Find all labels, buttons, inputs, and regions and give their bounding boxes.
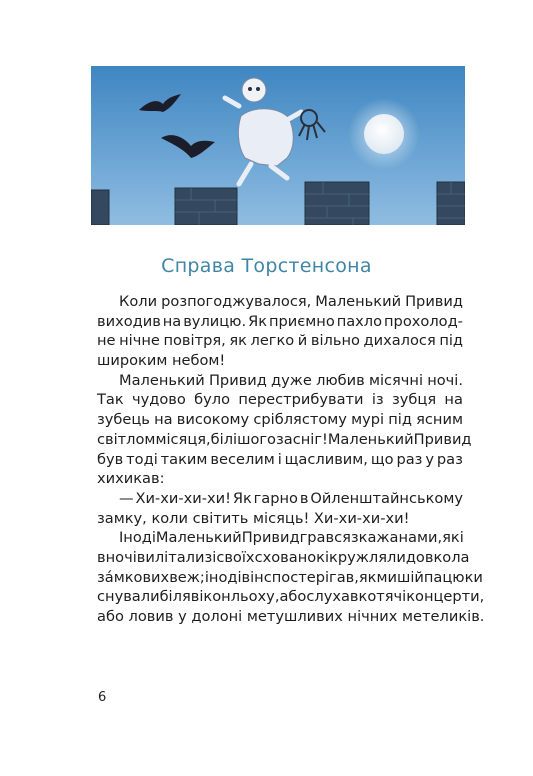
text-line: не нічне повітря, як легко й вільно дихалося під <box>97 332 463 350</box>
text-line: Так чудово було перестрибувати із зубця на <box>97 391 463 409</box>
text-line: зубець на високому сріблястому мурі під ясним <box>97 411 463 429</box>
text-line: Маленький Привид дуже любив місячні ночі. <box>119 371 463 389</box>
text-line: виходив на вулицю. Як приємно пахло прохолод- <box>97 312 463 330</box>
paragraph-1 <box>97 292 463 371</box>
text-line: широким небом! <box>97 352 226 370</box>
text-line: — Хи-хи-хи-хи! Як гарно в Ойленштайнському <box>119 489 463 507</box>
chapter-text <box>97 292 485 627</box>
text-line: Іноді Маленький Привид грався з кажанами, які <box>119 529 464 547</box>
text-line: вночі вилітали зі своїх схованок і кружляли довкола <box>97 548 470 566</box>
paragraph-2 <box>97 371 472 489</box>
paragraph-3 <box>97 489 463 528</box>
text-line: був тоді таким веселим і щасливим, що раз у раз <box>97 450 463 468</box>
chapter-illustration <box>91 66 465 225</box>
moon <box>364 114 404 154</box>
chapter-title: Справа Торстенсона <box>161 255 372 277</box>
text-line: за́мкових веж; іноді він спостерігав, як миші й пацюки <box>97 568 483 586</box>
text-line: Коли розпогоджувалося, Маленький Привид <box>119 293 463 310</box>
paragraph-4 <box>97 528 485 626</box>
text-line: хихикав: <box>97 470 165 488</box>
text-line: світлом місяця, білішого за сніг! Маленький Привид <box>97 430 472 448</box>
text-line: або ловив у долоні метушливих нічних метеликів. <box>97 608 485 625</box>
page-number: 6 <box>98 690 107 705</box>
text-line: замку, коли світить місяць! Хи-хи-хи-хи! <box>97 509 410 527</box>
text-line: снували біля вікон льоху, або слухав котячі концерти, <box>97 588 485 606</box>
